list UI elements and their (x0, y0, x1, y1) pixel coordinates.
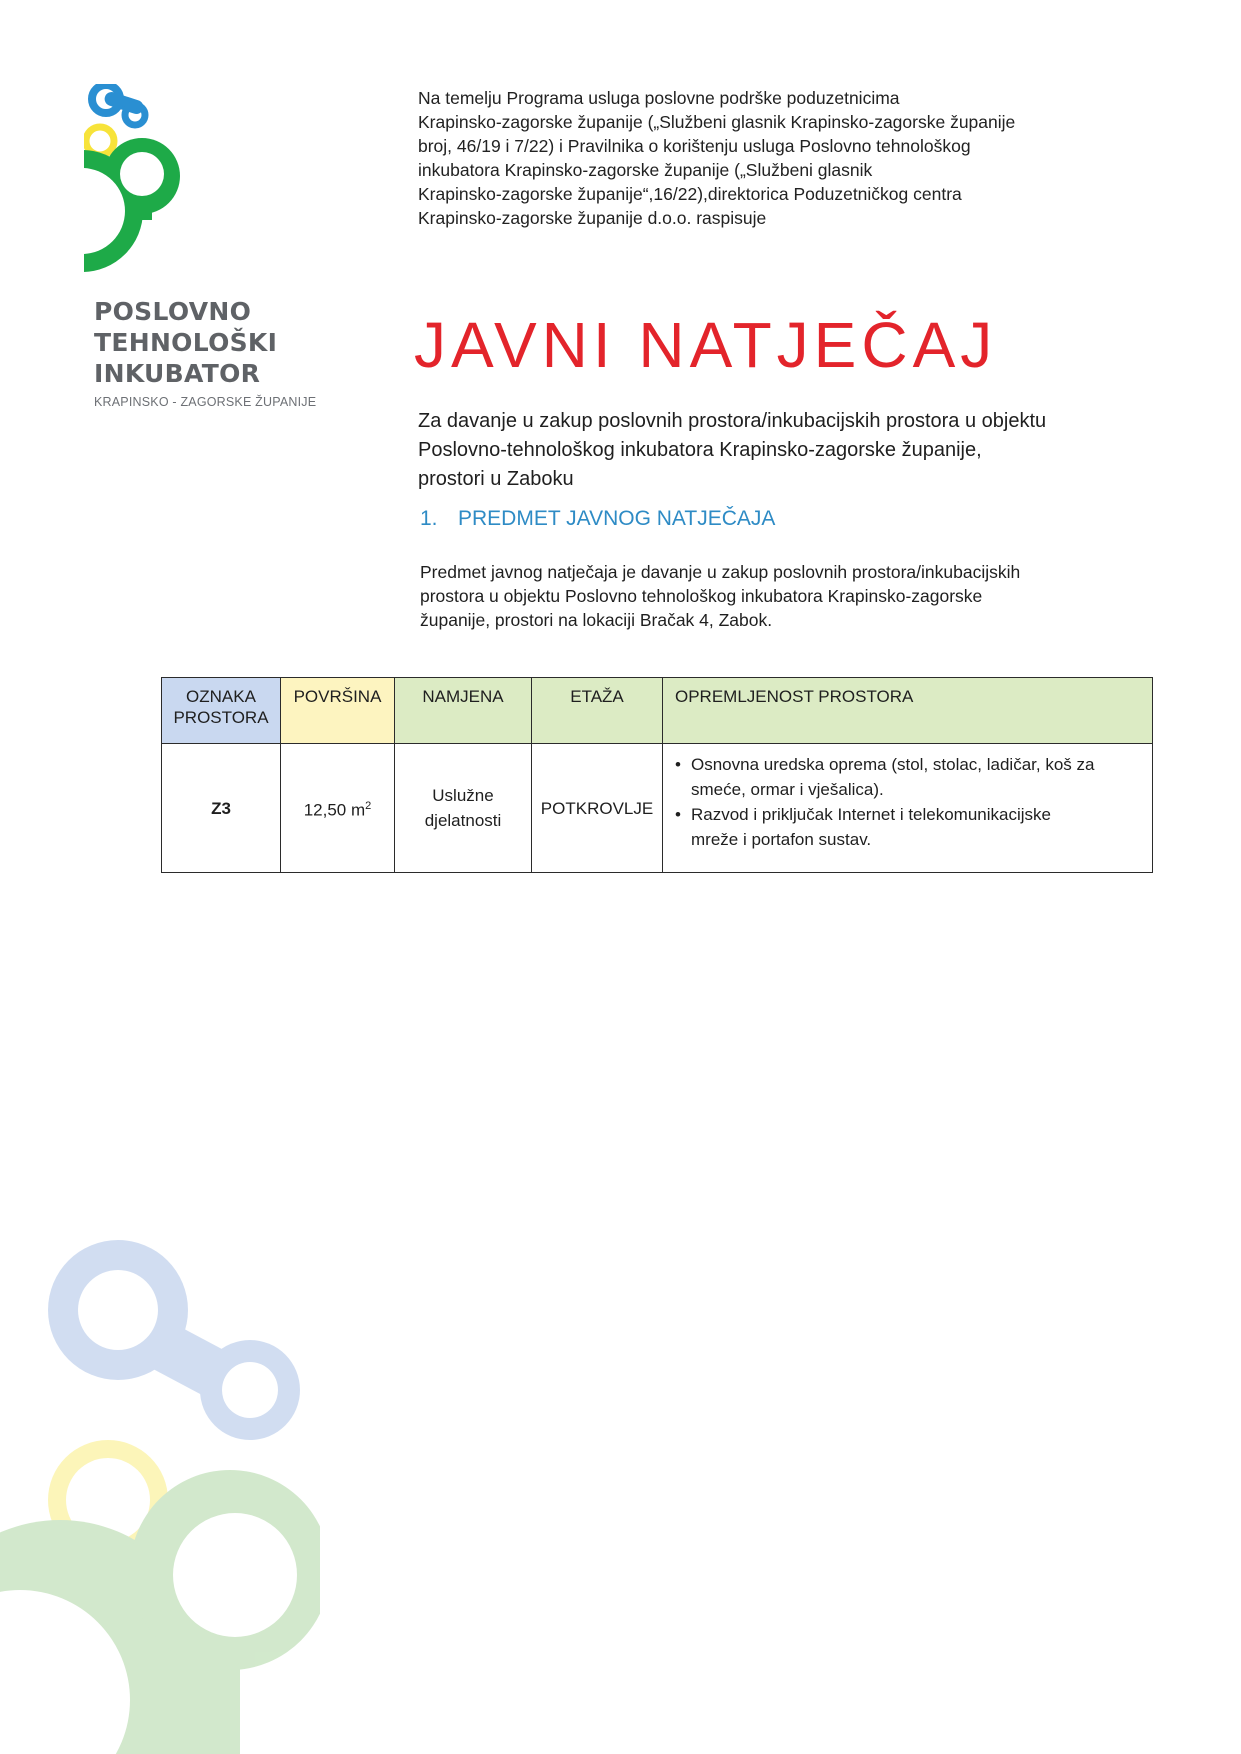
table-row (162, 744, 1153, 873)
logo-text-block (94, 296, 354, 409)
section-heading-text: PREDMET JAVNOG NATJEČAJA (458, 507, 776, 530)
intro-line: Na temelju Programa usluga poslovne podrške poduzetnicima (418, 88, 900, 108)
equipment-item-line2: smeće, ormar i vješalica). (691, 780, 884, 799)
section-body (420, 560, 1120, 632)
section-line: prostora u objektu Poslovno tehnološkog inkubatora Krapinsko-zagorske (420, 586, 983, 606)
header-etaza: ETAŽA (532, 678, 663, 744)
deco-green-body (0, 1470, 320, 1754)
incubator-logo-icon (84, 84, 270, 274)
intro-line: Krapinsko-zagorske županije („Službeni glasnik Krapinsko-zagorske županije (418, 112, 1016, 132)
namjena-line2: djelatnosti (424, 811, 502, 830)
subtitle-line: Poslovno-tehnološkog inkubatora Krapinsko-zagorske županije, (418, 439, 982, 461)
section-line: Predmet javnog natječaja je davanje u zakup poslovnih prostora/inkubacijskih (420, 562, 1021, 582)
intro-paragraph (418, 86, 1098, 230)
logo-subtitle: KRAPINSKO - ZAGORSKE ŽUPANIJE (94, 395, 317, 409)
table-header-row (162, 678, 1153, 744)
cell-povrsina (281, 744, 395, 873)
logo-line-1: POSLOVNO (94, 297, 252, 326)
header-oznaka-line1: OZNAKA (186, 687, 256, 706)
header-oznaka-line2: PROSTORA (173, 708, 269, 727)
bullet-icon: • (675, 755, 681, 774)
logo-blue-bubbles (92, 85, 145, 125)
cell-oprema (663, 744, 1153, 873)
equipment-item-line1: Razvod i priključak Internet i telekomunikacijske (691, 805, 1051, 824)
section-heading (420, 506, 775, 532)
intro-line: inkubatora Krapinsko-zagorske županije („Službeni glasnik (418, 160, 873, 180)
background-bubbles-icon (0, 1230, 320, 1754)
cell-etaza: POTKROVLJE (532, 744, 663, 873)
subtitle-line: Za davanje u zakup poslovnih prostora/inkubacijskih prostora u objektu (418, 410, 1047, 432)
logo-line-2: TEHNOLOŠKI (94, 328, 278, 357)
povrsina-unit-superscript: 2 (365, 799, 372, 812)
header-oznaka (162, 678, 281, 744)
cell-namjena (395, 744, 532, 873)
povrsina-value: 12,50 m (303, 800, 366, 820)
intro-line: Krapinsko-zagorske županije d.o.o. raspisuje (418, 208, 767, 228)
equipment-item-line2: mreže i portafon sustav. (691, 830, 872, 849)
intro-line: Krapinsko-zagorske županije“,16/22),direktorica Poduzetničkog centra (418, 184, 962, 204)
subtitle-line: prostori u Zaboku (418, 468, 574, 490)
bullet-icon: • (675, 805, 681, 824)
premises-table (161, 677, 1153, 873)
header-oprema: OPREMLJENOST PROSTORA (663, 678, 1153, 744)
namjena-line1: Uslužne (432, 786, 494, 805)
page-title: JAVNI NATJEČAJ (414, 309, 998, 381)
header-namjena: NAMJENA (395, 678, 532, 744)
list-item (675, 752, 1142, 802)
header-povrsina: POVRŠINA (281, 678, 395, 744)
section-number: 1. (420, 507, 438, 530)
equipment-list (675, 752, 1142, 852)
list-item (675, 802, 1142, 852)
equipment-item-line1: Osnovna uredska oprema (stol, stolac, ladičar, koš za (691, 755, 1095, 774)
intro-line: broj, 46/19 i 7/22) i Pravilnika o korištenju usluga Poslovno tehnološkog (418, 136, 971, 156)
deco-blue-bubbles (48, 1240, 300, 1440)
section-line: županije, prostori na lokaciji Bračak 4, Zabok. (420, 610, 773, 630)
logo-line-3: INKUBATOR (94, 359, 261, 388)
tender-subtitle (418, 407, 1138, 494)
cell-oznaka: Z3 (162, 744, 281, 873)
